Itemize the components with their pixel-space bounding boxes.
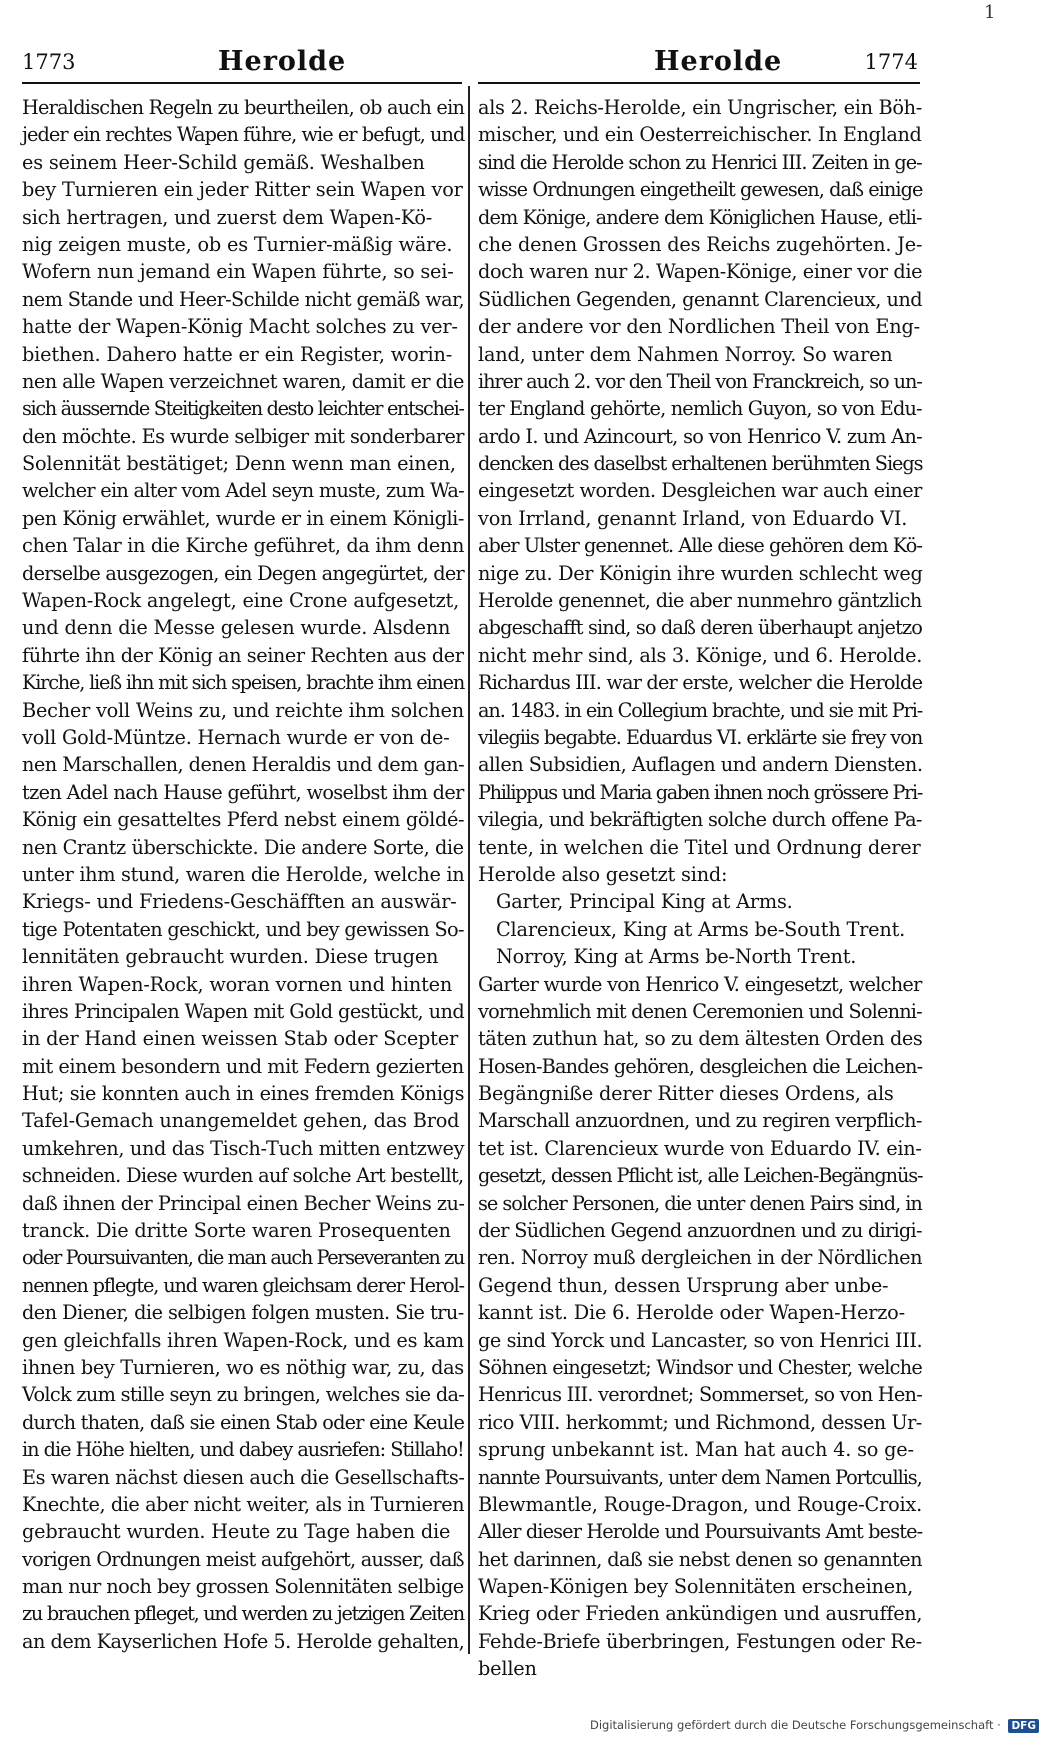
right-text-column xyxy=(478,94,922,1683)
text-line: nennen pflegte, und waren gleichsam derer Herol- xyxy=(22,1273,464,1297)
text-line: tente, in welchen die Titel und Ordnung derer xyxy=(478,835,921,859)
text-line: wisse Ordnungen eingetheilt gewesen, daß einige xyxy=(478,178,923,202)
text-line: tzen Adel nach Hause geführt, woselbst ihm der xyxy=(22,780,464,804)
text-line: nen Crantz überschickte. Die andere Sorte, die xyxy=(22,835,464,859)
text-line: nen Marschallen, denen Heraldis und dem gan- xyxy=(22,753,465,777)
text-line: jeder ein rechtes Wapen führe, wie er befugt, und xyxy=(22,123,465,147)
text-line: Garter wurde von Henrico V. eingesetzt, welcher xyxy=(478,972,922,996)
text-line: gebraucht wurden. Heute zu Tage haben die xyxy=(22,1520,451,1544)
text-line: Wapen-Königen bey Solennitäten erscheinen, xyxy=(478,1575,914,1599)
text-line: es seinem Heer-Schild gemäß. Weshalben xyxy=(22,150,425,174)
text-line: bey Turnieren ein jeder Ritter sein Wapen vor xyxy=(22,178,463,202)
text-line: chen Talar in die Kirche geführet, da ihm denn xyxy=(22,534,465,558)
text-line: welcher ein alter vom Adel seyn muste, zum Wa- xyxy=(22,479,464,503)
text-line: voll Gold-Müntze. Hernach wurde er von de- xyxy=(22,725,450,749)
text-line: tet ist. Clarencieux wurde von Eduardo IV. ein- xyxy=(478,1136,922,1160)
text-line: Kriegs- und Friedens-Geschäfften an auswär- xyxy=(22,890,457,914)
text-line: führte ihn der König an seiner Rechten aus der xyxy=(22,643,464,667)
text-line: sind die Herolde schon zu Henrici III. Zeiten in ge- xyxy=(478,150,922,174)
text-line: und denn die Messe gelesen wurde. Alsdenn xyxy=(22,616,451,640)
text-line: täten zuthun hat, so zu dem ältesten Orden des xyxy=(478,1027,923,1051)
text-line: Philippus und Maria gaben ihnen noch grössere Pri- xyxy=(478,780,923,804)
text-line: von Irrland, genannt Irland, von Eduardo VI. xyxy=(478,506,908,530)
text-line: rico VIII. herkommt; und Richmond, dessen Ur- xyxy=(478,1410,922,1434)
text-line: mischer, und ein Oesterreichischer. In England xyxy=(478,123,922,147)
text-line: der andere vor den Nordlichen Theil von Eng- xyxy=(478,315,920,339)
text-line: ihrer auch 2. vor den Theil von Franckreich, so un- xyxy=(478,369,922,393)
text-line: sich hertragen, und zuerst dem Wapen-Kö- xyxy=(22,205,433,229)
text-line: biethen. Dahero hatte er ein Register, worin- xyxy=(22,342,453,366)
text-line: Volck zum stille seyn zu bringen, welches sie da- xyxy=(22,1383,465,1407)
text-line: vilegia, und bekräftigten solche durch offene Pa- xyxy=(478,808,922,832)
text-line: Solennität bestätiget; Denn wenn man einen, xyxy=(22,452,456,476)
text-line: in der Hand einen weissen Stab oder Scepter xyxy=(22,1027,458,1051)
text-line: bellen xyxy=(478,1657,537,1681)
text-line: vorigen Ordnungen meist aufgehört, ausser, daß xyxy=(22,1547,464,1571)
text-line: in die Höhe hielten, und dabey ausriefen: Stillaho! xyxy=(22,1438,464,1462)
text-line: tranck. Die dritte Sorte waren Prosequenten xyxy=(22,1219,451,1243)
text-line: Söhnen eingesetzt; Windsor und Chester, welche xyxy=(478,1355,923,1379)
text-line: ihnen bey Turnieren, wo es nöthig war, zu, das xyxy=(22,1355,464,1379)
text-line: Clarencieux, King at Arms be-South Trent. xyxy=(496,917,906,941)
text-line: Richardus III. war der erste, welcher die Herolde xyxy=(478,671,923,695)
text-line: Kirche, ließ ihn mit sich speisen, brachte ihm einen xyxy=(22,671,465,695)
text-line: Es waren nächst diesen auch die Gesellschafts- xyxy=(22,1465,465,1489)
text-line: sich äussernde Steitigkeiten desto leichter entschei- xyxy=(22,397,464,421)
text-line: Garter, Principal King at Arms. xyxy=(496,890,793,914)
digitization-credit-text: Digitalisierung gefördert durch die Deutsche Forschungsgemeinschaft · xyxy=(590,1718,1001,1732)
text-line: daß ihnen der Principal einen Becher Weins zu- xyxy=(22,1191,465,1215)
text-line: König ein gesatteltes Pferd nebst einem göldé- xyxy=(22,808,465,832)
text-line: nannte Poursuivants, unter dem Namen Portcullis, xyxy=(478,1465,922,1489)
text-line: derselbe ausgezogen, ein Degen angegürtet, der xyxy=(22,561,464,585)
text-line: ren. Norroy muß dergleichen in der Nördlichen xyxy=(478,1246,923,1270)
text-line: dencken des daselbst erhaltenen berühmten Siegs xyxy=(478,452,923,476)
header-rule-left xyxy=(22,82,462,84)
text-line: gesetzt, dessen Pflicht ist, alle Leichen-Begängnüs- xyxy=(478,1164,923,1188)
text-line: den Diener, die selbigen folgen musten. Sie tru- xyxy=(22,1301,464,1325)
right-running-head: Herolde xyxy=(654,46,783,77)
text-line: hatte der Wapen-König Macht solches zu ver- xyxy=(22,315,458,339)
text-line: Marschall anzuordnen, und zu regiren verpflich- xyxy=(478,1109,922,1133)
dfg-logo: DFG xyxy=(1008,1719,1039,1733)
left-page-header xyxy=(22,44,462,84)
edge-mark: 1 xyxy=(984,2,996,23)
right-page-header xyxy=(478,44,918,84)
text-line: abgeschafft sind, so daß deren überhaupt anjetzo xyxy=(478,616,922,640)
text-line: vornehmlich mit denen Ceremonien und Solenni- xyxy=(478,999,922,1023)
text-line: Wapen-Rock angelegt, eine Crone aufgesetzt, xyxy=(22,589,460,613)
left-running-head: Herolde xyxy=(218,46,347,77)
text-line: Fehde-Briefe überbringen, Festungen oder Re- xyxy=(478,1629,922,1653)
text-line: sprung unbekannt ist. Man hat auch 4. so ge- xyxy=(478,1438,914,1462)
text-line: Blewmantle, Rouge-Dragon, und Rouge-Croix. xyxy=(478,1492,923,1516)
left-page-number: 1773 xyxy=(22,50,76,74)
text-line: an. 1483. in ein Collegium brachte, und sie mit Pri- xyxy=(478,698,923,722)
text-line: Heraldischen Regeln zu beurtheilen, ob auch ein xyxy=(22,96,465,119)
digitization-credit xyxy=(590,1718,1036,1738)
text-line: nige zu. Der Königin ihre wurden schlecht weg xyxy=(478,561,923,585)
text-line: mit einem besondern und mit Federn gezierten xyxy=(22,1054,464,1078)
text-line: Krieg oder Frieden ankündigen und ausruffen, xyxy=(478,1602,923,1626)
text-line: umkehren, und das Tisch-Tuch mitten entzwey xyxy=(22,1136,465,1160)
text-line: pen König erwählet, wurde er in einem Königli- xyxy=(22,506,464,530)
text-line: schneiden. Diese wurden auf solche Art bestellt, xyxy=(22,1164,464,1188)
text-line: Norroy, King at Arms be-North Trent. xyxy=(496,945,857,969)
text-line: durch thaten, daß sie einen Stab oder eine Keule xyxy=(22,1410,465,1434)
header-rule-right xyxy=(478,82,920,84)
text-line: Becher voll Weins zu, und reichte ihm solchen xyxy=(22,698,464,722)
right-page-number: 1774 xyxy=(864,50,918,74)
text-line: ter England gehörte, nemlich Guyon, so von Edu- xyxy=(478,397,922,421)
text-line: Wofern nun jemand ein Wapen führte, so sei- xyxy=(22,260,454,284)
text-line: aber Ulster genennet. Alle diese gehören dem Kö- xyxy=(478,534,922,558)
text-line: oder Poursuivanten, die man auch Perseveranten zu xyxy=(22,1246,464,1270)
text-line: ihres Principalen Wapen mit Gold gestückt, und xyxy=(22,999,465,1023)
text-line: der Südlichen Gegend anzuordnen und zu dirigi- xyxy=(478,1219,922,1243)
left-text-column xyxy=(22,94,464,1655)
text-line: nen alle Wapen verzeichnet waren, damit er die xyxy=(22,369,464,393)
text-line: Hosen-Bandes gehören, desgleichen die Leichen- xyxy=(478,1054,923,1078)
text-line: Gegend thun, dessen Ursprung aber unbe- xyxy=(478,1273,889,1297)
text-line: doch waren nur 2. Wapen-Könige, einer vor die xyxy=(478,260,923,284)
text-line: Begängniße derer Ritter dieses Ordens, als xyxy=(478,1082,894,1106)
text-line: allen Subsidien, Auflagen und andern Diensten. xyxy=(478,753,923,777)
text-line: Hut; sie konnten auch in eines fremden Königs xyxy=(22,1082,465,1106)
text-line: den möchte. Es wurde selbiger mit sonderbarer xyxy=(22,424,464,448)
text-line: vilegiis begabte. Eduardus VI. erklärte sie frey von xyxy=(478,725,923,749)
text-line: se solcher Personen, die unter denen Pairs sind, in xyxy=(478,1191,922,1215)
text-line: ardo I. und Azincourt, so von Henrico V. zum An- xyxy=(478,424,922,448)
text-line: Südlichen Gegenden, genannt Clarencieux, und xyxy=(478,287,923,311)
text-line: ge sind Yorck und Lancaster, so von Henrici III. xyxy=(478,1328,923,1352)
text-line: land, unter dem Nahmen Norroy. So waren xyxy=(478,342,893,366)
text-line: man nur noch bey grossen Solennitäten selbige xyxy=(22,1575,464,1599)
text-line: Aller dieser Herolde und Poursuivants Amt beste- xyxy=(478,1520,923,1544)
text-line: dem Könige, andere dem Königlichen Hause, etli- xyxy=(478,205,922,229)
text-line: che denen Grossen des Reichs zugehörten. Je- xyxy=(478,232,923,256)
text-line: tige Potentaten geschickt, und bey gewissen So- xyxy=(22,917,464,941)
text-line: Henricus III. verordnet; Sommerset, so von Hen- xyxy=(478,1383,923,1407)
text-line: eingesetzt worden. Desgleichen war auch einer xyxy=(478,479,922,503)
text-line: gen gleichfalls ihren Wapen-Rock, und es kam xyxy=(22,1328,464,1352)
text-line: Herolde also gesetzt sind: xyxy=(478,862,728,886)
text-line: kannt ist. Die 6. Herolde oder Wapen-Herzo- xyxy=(478,1301,905,1325)
text-line: Tafel-Gemach unangemeldet gehen, das Brod xyxy=(22,1109,460,1133)
text-line: ihren Wapen-Rock, woran vornen und hinten xyxy=(22,972,453,996)
text-line: Herolde genennet, die aber nunmehro gäntzlich xyxy=(478,589,922,613)
text-line: als 2. Reichs-Herolde, ein Ungrischer, ein Böh- xyxy=(478,96,922,119)
text-line: lennitäten gebraucht wurden. Diese trugen xyxy=(22,945,439,969)
text-line: unter ihm stund, waren die Herolde, welche in xyxy=(22,862,465,886)
text-line: nem Stande und Heer-Schilde nicht gemäß war, xyxy=(22,287,464,311)
text-line: nicht mehr sind, als 3. Könige, und 6. Herolde. xyxy=(478,643,923,667)
text-line: het darinnen, daß sie nebst denen so genannten xyxy=(478,1547,922,1571)
text-line: an dem Kayserlichen Hofe 5. Herolde gehalten, xyxy=(22,1629,465,1653)
column-divider xyxy=(468,86,470,1654)
text-line: zu brauchen pfleget, und werden zu jetzigen Zeiten xyxy=(22,1602,464,1626)
text-line: nig zeigen muste, ob es Turnier-mäßig wäre. xyxy=(22,232,453,256)
text-line: Knechte, die aber nicht weiter, als in Turnieren xyxy=(22,1492,465,1516)
